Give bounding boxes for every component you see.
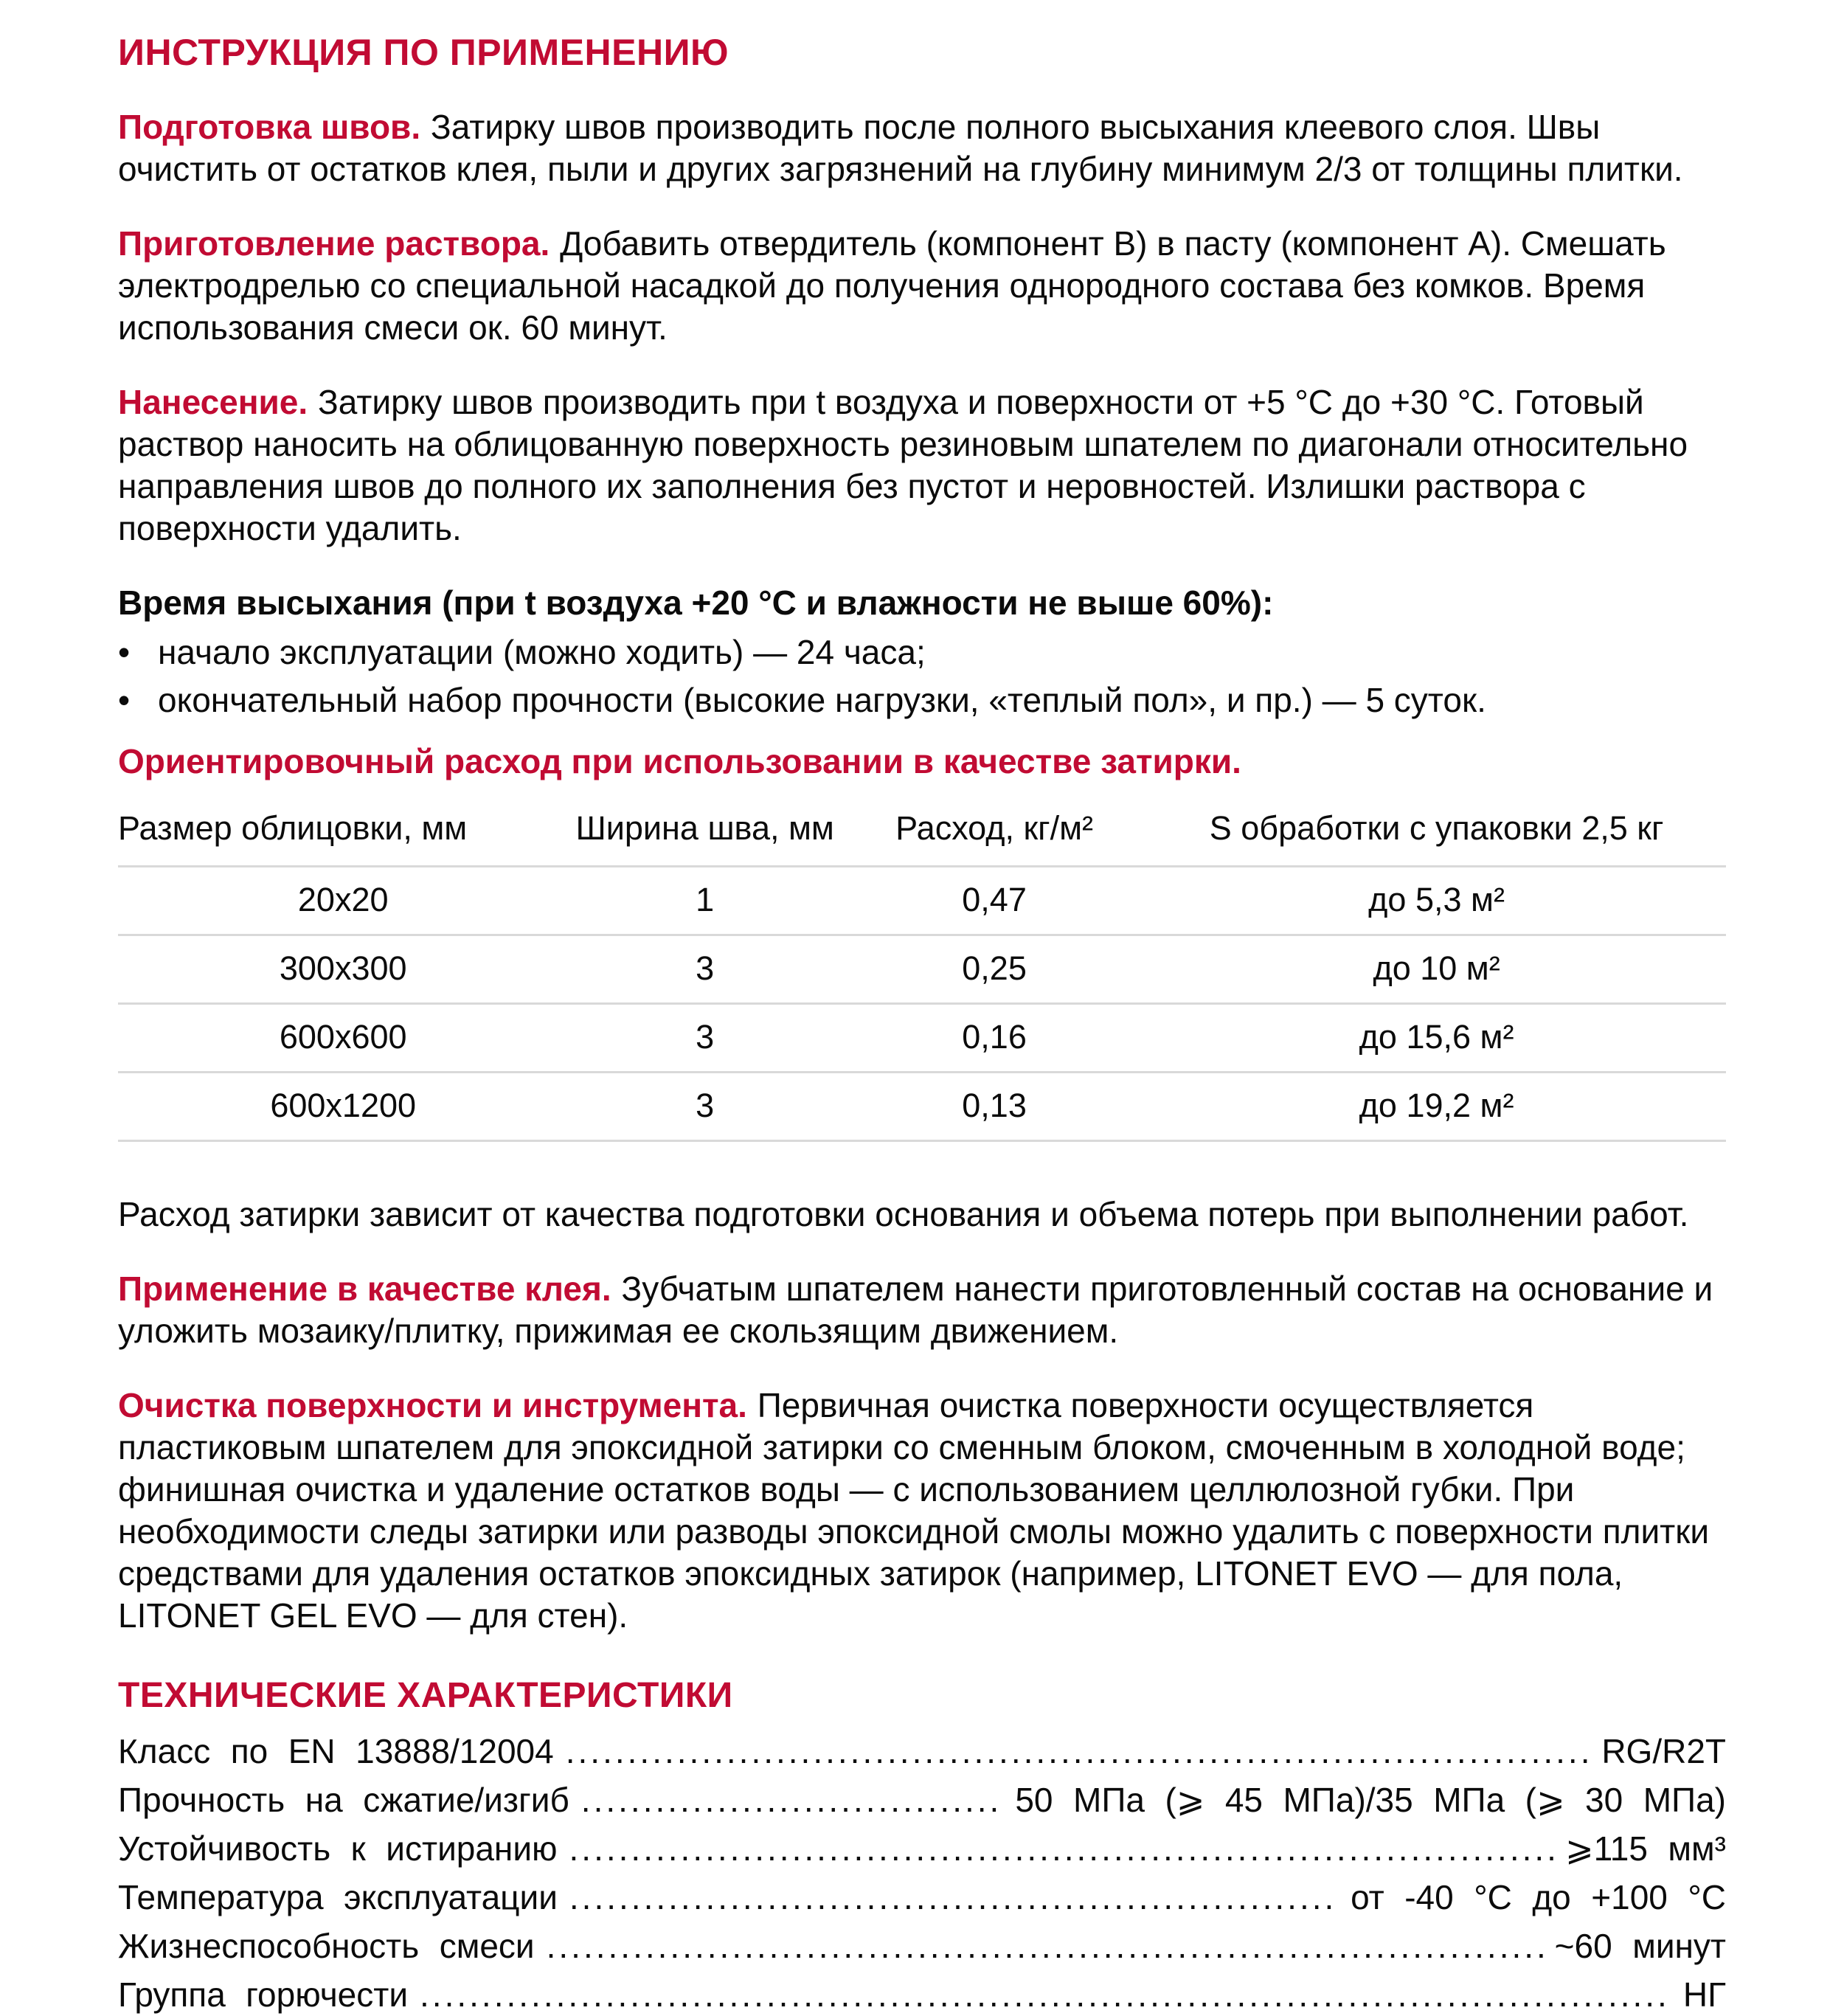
- tech-spec-label: Группа горючести: [118, 1975, 409, 2014]
- table-row: [118, 1073, 1726, 1142]
- cell-consumption: 0,25: [962, 949, 1027, 987]
- paragraph-preparation-body: Затирку швов производить после полного высыхания клеевого слоя. Швы очистить от остатков клея, пыли и других загрязнений на глубину минимум 2/3 от толщины плитки.: [118, 108, 1683, 188]
- paragraph-cleaning-lead: Очистка поверхности и инструмента.: [118, 1386, 747, 1424]
- paragraph-cleaning-body: Первичная очистка поверхности осуществляется пластиковым шпателем для эпоксидной затирки со сменным блоком, смоченным в холодной воде; финишная очистка и удаление остатков воды — с использованием целлюлозной губки. При необходимости следы затирки или разводы эпоксидной смолы можно удалить с поверхности плитки средствами для удаления остатков эпоксидных затирок (например, LITONET EVO — для пола, LITONET GEL EVO — для стен).: [118, 1386, 1710, 1635]
- tech-spec-value: RG/R2T: [1601, 1732, 1726, 1770]
- paragraph-adhesive-use-body: Зубчатым шпателем нанести приготовленный состав на основание и уложить мозаику/плитку, прижимая ее скользящим движением.: [118, 1269, 1713, 1350]
- dot-leader: [569, 1828, 1554, 1870]
- paragraph-mixing: [118, 223, 1726, 349]
- table-row: [118, 936, 1726, 1005]
- cell-consumption: 0,13: [962, 1087, 1027, 1124]
- paragraph-application: [118, 381, 1726, 550]
- table-row: [118, 867, 1726, 936]
- drying-bullet-2-text: окончательный набор прочности (высокие нагрузки, «теплый пол», и пр.) — 5 суток.: [158, 681, 1486, 719]
- cell-tile-size: 20x20: [297, 881, 389, 918]
- cell-tile-size: 300x300: [279, 949, 407, 987]
- tech-spec-row-temperature: [118, 1877, 1726, 1919]
- tech-spec-row-strength: [118, 1779, 1726, 1821]
- tech-spec-row-abrasion: [118, 1828, 1726, 1870]
- cell-tile-size: 600x1200: [270, 1087, 417, 1124]
- column-header-coverage: S обработки с упаковки 2,5 кг: [1209, 809, 1664, 847]
- tech-spec-label: Жизнеспособность смеси: [118, 1927, 535, 1965]
- tech-spec-label: Устойчивость к истиранию: [118, 1829, 558, 1868]
- column-header-consumption: Расход, кг/м²: [895, 809, 1094, 847]
- cell-coverage: до 5,3 м²: [1368, 881, 1505, 918]
- tech-spec-value: 50 МПа (⩾ 45 МПа)/35 МПа (⩾ 30 МПа): [1015, 1781, 1726, 1819]
- paragraph-adhesive-use-lead: Применение в качестве клея.: [118, 1269, 611, 1308]
- tech-spec-row-class: [118, 1731, 1726, 1773]
- drying-time-heading: Время высыхания (при t воздуха +20 °C и влажности не выше 60%):: [118, 583, 1274, 622]
- column-header-tile-size: Размер облицовки, мм: [118, 809, 468, 847]
- drying-bullet-1: [118, 631, 1726, 673]
- tech-spec-label: Прочность на сжатие/изгиб: [118, 1781, 569, 1819]
- cell-joint-width: 3: [696, 949, 715, 987]
- tech-spec-label: Температура эксплуатации: [118, 1878, 558, 1916]
- paragraph-cleaning: [118, 1385, 1726, 1637]
- drying-bullet-2: [118, 679, 1726, 721]
- paragraph-application-body: Затирку швов производить при t воздуха и поверхности от +5 °C до +30 °C. Готовый раствор наносить на облицованную поверхность резиновым шпателем по диагонали относительно направления швов до полного их заполнения без пустот и неровностей. Излишки раствора с поверхности удалить.: [118, 383, 1688, 547]
- cell-joint-width: 3: [696, 1018, 715, 1056]
- tech-specs-heading: ТЕХНИЧЕСКИЕ ХАРАКТЕРИСТИКИ: [118, 1676, 733, 1715]
- tech-spec-row-flammability: [118, 1974, 1726, 2016]
- dot-leader: [569, 1877, 1339, 1919]
- table-row: [118, 1005, 1726, 1073]
- consumption-heading: Ориентировочный расход при использовании в качестве затирки.: [118, 742, 1241, 780]
- column-header-joint-width: Ширина шва, мм: [575, 809, 834, 847]
- tech-spec-value: ⩾115 мм³: [1565, 1829, 1726, 1868]
- cell-coverage: до 10 м²: [1373, 949, 1500, 987]
- paragraph-mixing-lead: Приготовление раствора.: [118, 224, 550, 263]
- paragraph-application-lead: Нанесение.: [118, 383, 308, 421]
- cell-coverage: до 15,6 м²: [1359, 1018, 1514, 1056]
- dot-leader: [547, 1925, 1543, 1967]
- tech-spec-row-pot-life: [118, 1925, 1726, 1967]
- paragraph-mixing-body: Добавить отвердитель (компонент В) в пасту (компонент А). Смешать электродрелью со специальной насадкой до получения однородного состава без комков. Время использования смеси ок. 60 минут.: [118, 224, 1666, 347]
- dot-leader: [566, 1731, 1590, 1773]
- cell-joint-width: 1: [696, 881, 715, 918]
- consumption-table: [118, 805, 1726, 1142]
- paragraph-adhesive-use: [118, 1268, 1726, 1352]
- cell-consumption: 0,16: [962, 1018, 1027, 1056]
- cell-coverage: до 19,2 м²: [1359, 1087, 1514, 1124]
- bullet-icon: [118, 631, 158, 673]
- tech-spec-value: от -40 °C до +100 °C: [1351, 1878, 1726, 1916]
- cell-tile-size: 600x600: [279, 1018, 407, 1056]
- dot-leader: [581, 1779, 1004, 1821]
- consumption-table-header-row: [118, 805, 1726, 867]
- cell-consumption: 0,47: [962, 881, 1027, 918]
- consumption-note: Расход затирки зависит от качества подготовки основания и объема потерь при выполнении работ.: [118, 1195, 1689, 1233]
- cell-joint-width: 3: [696, 1087, 715, 1124]
- dot-leader: [420, 1974, 1671, 2016]
- paragraph-preparation: [118, 106, 1726, 190]
- tech-spec-value: НГ: [1682, 1975, 1726, 2014]
- paragraph-preparation-lead: Подготовка швов.: [118, 108, 421, 146]
- tech-spec-value: ~60 минут: [1554, 1927, 1726, 1965]
- drying-bullet-1-text: начало эксплуатации (можно ходить) — 24 часа;: [158, 633, 926, 671]
- page-title: ИНСТРУКЦИЯ ПО ПРИМЕНЕНИЮ: [118, 32, 729, 73]
- bullet-icon: [118, 679, 158, 721]
- tech-spec-label: Класс по EN 13888/12004: [118, 1732, 554, 1770]
